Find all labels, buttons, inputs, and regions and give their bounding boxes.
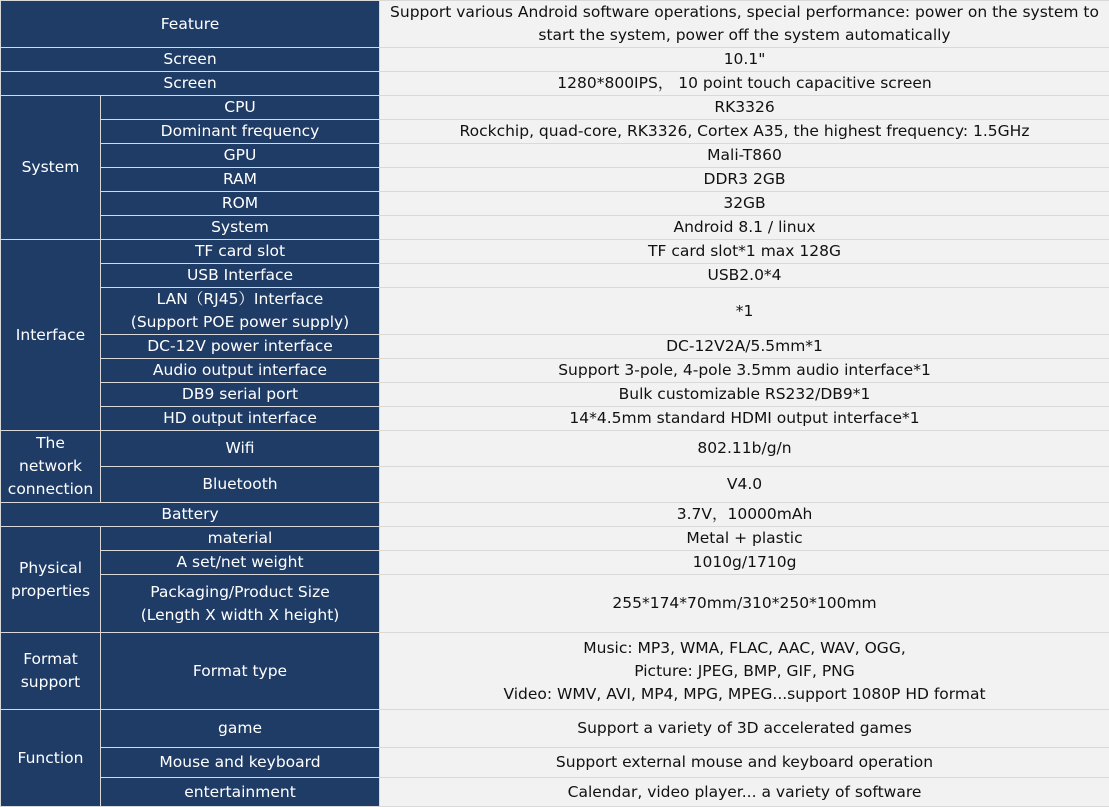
row-label: Dominant frequency bbox=[101, 120, 380, 144]
row-value: Support a variety of 3D accelerated games bbox=[380, 710, 1109, 748]
group-line: Physical bbox=[19, 559, 82, 577]
table-row bbox=[1, 467, 1109, 503]
row-label: TF card slot bbox=[101, 240, 380, 264]
table-row bbox=[1, 216, 1109, 240]
row-value: V4.0 bbox=[380, 467, 1109, 503]
value-line: Video: WMV, AVI, MP4, MPG, MPEG...support 1080P HD format bbox=[503, 685, 985, 703]
table-row bbox=[1, 778, 1109, 807]
group-label-function: Function bbox=[1, 710, 101, 807]
row-value: Support 3-pole, 4-pole 3.5mm audio interface*1 bbox=[380, 359, 1109, 383]
row-value: 255*174*70mm/310*250*100mm bbox=[380, 575, 1109, 633]
table-row bbox=[1, 503, 1109, 527]
row-label: DC-12V power interface bbox=[101, 335, 380, 359]
row-value bbox=[380, 1, 1109, 48]
group-label-format bbox=[1, 633, 101, 710]
row-label: Audio output interface bbox=[101, 359, 380, 383]
table-row bbox=[1, 144, 1109, 168]
group-line: properties bbox=[11, 582, 90, 600]
row-label: ROM bbox=[101, 192, 380, 216]
table-row bbox=[1, 527, 1109, 551]
table-row bbox=[1, 288, 1109, 335]
row-label: Mouse and keyboard bbox=[101, 748, 380, 778]
row-label bbox=[101, 288, 380, 335]
row-label: RAM bbox=[101, 168, 380, 192]
table-row bbox=[1, 264, 1109, 288]
table-row bbox=[1, 335, 1109, 359]
table-row bbox=[1, 431, 1109, 467]
row-value: USB2.0*4 bbox=[380, 264, 1109, 288]
row-label: USB Interface bbox=[101, 264, 380, 288]
row-value: RK3326 bbox=[380, 96, 1109, 120]
row-value: 1010g/1710g bbox=[380, 551, 1109, 575]
table-row bbox=[1, 48, 1109, 72]
row-value: Metal + plastic bbox=[380, 527, 1109, 551]
group-label-physical bbox=[1, 527, 101, 633]
table-row bbox=[1, 240, 1109, 264]
table-row bbox=[1, 1, 1109, 48]
row-label: DB9 serial port bbox=[101, 383, 380, 407]
row-label: A set/net weight bbox=[101, 551, 380, 575]
row-label: material bbox=[101, 527, 380, 551]
group-line: Format bbox=[23, 650, 78, 668]
row-label bbox=[101, 575, 380, 633]
row-value: 3.7V，10000mAh bbox=[380, 503, 1109, 527]
row-label: entertainment bbox=[101, 778, 380, 807]
table-row bbox=[1, 72, 1109, 96]
table-row bbox=[1, 383, 1109, 407]
value-line: start the system, power off the system automatically bbox=[538, 26, 950, 44]
label-line: (Support POE power supply) bbox=[131, 313, 349, 331]
row-value: TF card slot*1 max 128G bbox=[380, 240, 1109, 264]
row-value: Android 8.1 / linux bbox=[380, 216, 1109, 240]
label-line: LAN（RJ45）Interface bbox=[157, 290, 324, 308]
value-line: Support various Android software operations, special performance: power on the system to bbox=[390, 3, 1099, 21]
value-line: Music: MP3, WMA, FLAC, AAC, WAV, OGG, bbox=[583, 639, 906, 657]
row-value: 10.1" bbox=[380, 48, 1109, 72]
row-value: Calendar, video player... a variety of software bbox=[380, 778, 1109, 807]
table-row bbox=[1, 748, 1109, 778]
table-row bbox=[1, 192, 1109, 216]
row-label bbox=[1, 1, 380, 48]
row-value: 1280*800IPS， 10 point touch capacitive screen bbox=[380, 72, 1109, 96]
row-value: DDR3 2GB bbox=[380, 168, 1109, 192]
value-line: Picture: JPEG, BMP, GIF, PNG bbox=[634, 662, 855, 680]
table-row bbox=[1, 551, 1109, 575]
table-row bbox=[1, 407, 1109, 431]
table-row bbox=[1, 168, 1109, 192]
group-line: The bbox=[36, 434, 65, 452]
row-value: 802.11b/g/n bbox=[380, 431, 1109, 467]
row-value: Bulk customizable RS232/DB9*1 bbox=[380, 383, 1109, 407]
label-text: Feature bbox=[161, 15, 220, 33]
group-label-system: System bbox=[1, 96, 101, 240]
row-value: 14*4.5mm standard HDMI output interface*1 bbox=[380, 407, 1109, 431]
row-label: CPU bbox=[101, 96, 380, 120]
table-row bbox=[1, 120, 1109, 144]
table-row bbox=[1, 575, 1109, 633]
label-line: Packaging/Product Size bbox=[150, 583, 330, 601]
row-label: System bbox=[101, 216, 380, 240]
row-label: game bbox=[101, 710, 380, 748]
row-label: Screen bbox=[1, 72, 380, 96]
row-value: Mali-T860 bbox=[380, 144, 1109, 168]
row-label: HD output interface bbox=[101, 407, 380, 431]
row-label: GPU bbox=[101, 144, 380, 168]
row-value: 32GB bbox=[380, 192, 1109, 216]
row-value: Support external mouse and keyboard operation bbox=[380, 748, 1109, 778]
group-line: network bbox=[19, 457, 82, 475]
row-label: Screen bbox=[1, 48, 380, 72]
group-line: connection bbox=[8, 480, 93, 498]
row-label: Bluetooth bbox=[101, 467, 380, 503]
group-label-network bbox=[1, 431, 101, 503]
group-label-interface: Interface bbox=[1, 240, 101, 431]
table-row bbox=[1, 96, 1109, 120]
group-line: support bbox=[21, 673, 81, 691]
row-value bbox=[380, 633, 1109, 710]
row-label: Battery bbox=[1, 503, 380, 527]
table-row bbox=[1, 710, 1109, 748]
row-value: DC-12V2A/5.5mm*1 bbox=[380, 335, 1109, 359]
row-label: Wifi bbox=[101, 431, 380, 467]
row-label: Format type bbox=[101, 633, 380, 710]
label-line: (Length X width X height) bbox=[141, 606, 340, 624]
table-row bbox=[1, 359, 1109, 383]
row-value: Rockchip, quad-core, RK3326, Cortex A35, the highest frequency: 1.5GHz bbox=[380, 120, 1109, 144]
table-row bbox=[1, 633, 1109, 710]
row-value: *1 bbox=[380, 288, 1109, 335]
